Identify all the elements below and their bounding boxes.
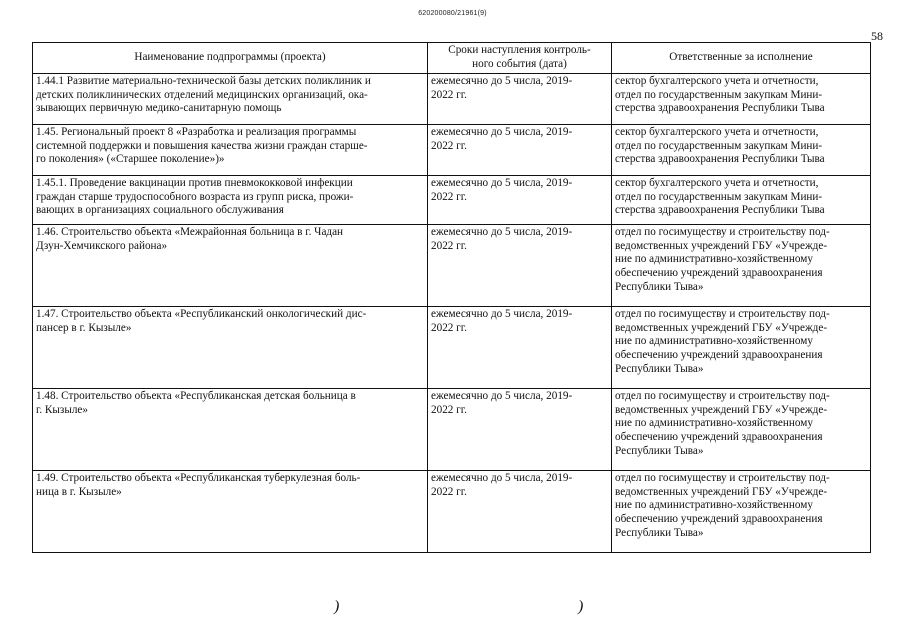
row-deadline-cell: ежемесячно до 5 числа, 2019- 2022 гг. — [428, 471, 612, 553]
row-responsible-cell: отдел по госимуществу и строительству под- ведомственных учреждений ГБУ «Учрежде- ние по административно-хозяйственному обеспечению учреждений здравоохранения Республики Тыва» — [612, 307, 871, 389]
row-deadline-cell: ежемесячно до 5 числа, 2019- 2022 гг. — [428, 176, 612, 225]
row-deadline-cell: ежемесячно до 5 числа, 2019- 2022 гг. — [428, 389, 612, 471]
table-row — [33, 74, 871, 125]
row-responsible-cell: сектор бухгалтерского учета и отчетности, отдел по государственным закупкам Мини- стерства здравоохранения Республики Тыва — [612, 176, 871, 225]
page-number: 58 — [871, 29, 883, 43]
row-name-cell: 1.45. Региональный проект 8 «Разработка и реализация программы системной поддержки и повышения качества жизни граждан старше- го поколения» («Старшее поколение»)» — [33, 125, 428, 176]
table-header-row — [33, 43, 871, 74]
row-name-cell: 1.46. Строительство объекта «Межрайонная больница в г. Чадан Дзун-Хемчикского района» — [33, 225, 428, 307]
column-header-responsible: Ответственные за исполнение — [612, 43, 871, 74]
row-responsible-cell: отдел по госимуществу и строительству под- ведомственных учреждений ГБУ «Учрежде- ние по административно-хозяйственному обеспечению учреждений здравоохранения Республики Тыва» — [612, 471, 871, 553]
row-responsible-cell: отдел по госимуществу и строительству под- ведомственных учреждений ГБУ «Учрежде- ние по административно-хозяйственному обеспечению учреждений здравоохранения Республики Тыва» — [612, 225, 871, 307]
bottom-mark-right: ) — [578, 598, 584, 615]
row-name-cell: 1.47. Строительство объекта «Республиканский онкологический дис- пансер в г. Кызыле» — [33, 307, 428, 389]
row-deadline-cell: ежемесячно до 5 числа, 2019- 2022 гг. — [428, 74, 612, 125]
table-row — [33, 307, 871, 389]
row-deadline-cell: ежемесячно до 5 числа, 2019- 2022 гг. — [428, 225, 612, 307]
table-row — [33, 471, 871, 553]
table-row — [33, 225, 871, 307]
subprogram-table — [32, 42, 871, 553]
row-responsible-cell: сектор бухгалтерского учета и отчетности, отдел по государственным закупкам Мини- стерства здравоохранения Республики Тыва — [612, 125, 871, 176]
row-responsible-cell: сектор бухгалтерского учета и отчетности, отдел по государственным закупкам Мини- стерства здравоохранения Республики Тыва — [612, 74, 871, 125]
row-name-cell: 1.44.1 Развитие материально-технической базы детских поликлиник и детских поликлинических отделений медицинских организаций, ока- зывающих первичную медико-санитарную помощь — [33, 74, 428, 125]
row-responsible-cell: отдел по госимуществу и строительству под- ведомственных учреждений ГБУ «Учрежде- ние по административно-хозяйственному обеспечению учреждений здравоохранения Республики Тыва» — [612, 389, 871, 471]
bottom-mark-left: ) — [334, 598, 340, 615]
row-deadline-cell: ежемесячно до 5 числа, 2019- 2022 гг. — [428, 125, 612, 176]
table-row — [33, 389, 871, 471]
row-deadline-cell: ежемесячно до 5 числа, 2019- 2022 гг. — [428, 307, 612, 389]
row-name-cell: 1.45.1. Проведение вакцинации против пневмококковой инфекции граждан старше трудоспособного возраста из групп риска, прожи- вающих в организациях социального обслуживания — [33, 176, 428, 225]
column-header-deadline: Сроки наступления контроль- ного события (дата) — [428, 43, 612, 74]
table-row — [33, 176, 871, 225]
table-row — [33, 125, 871, 176]
row-name-cell: 1.49. Строительство объекта «Республиканская туберкулезная боль- ница в г. Кызыле» — [33, 471, 428, 553]
column-header-name: Наименование подпрограммы (проекта) — [33, 43, 428, 74]
document-id: 620200080/21961(9) — [418, 10, 487, 17]
row-name-cell: 1.48. Строительство объекта «Республиканская детская больница в г. Кызыле» — [33, 389, 428, 471]
